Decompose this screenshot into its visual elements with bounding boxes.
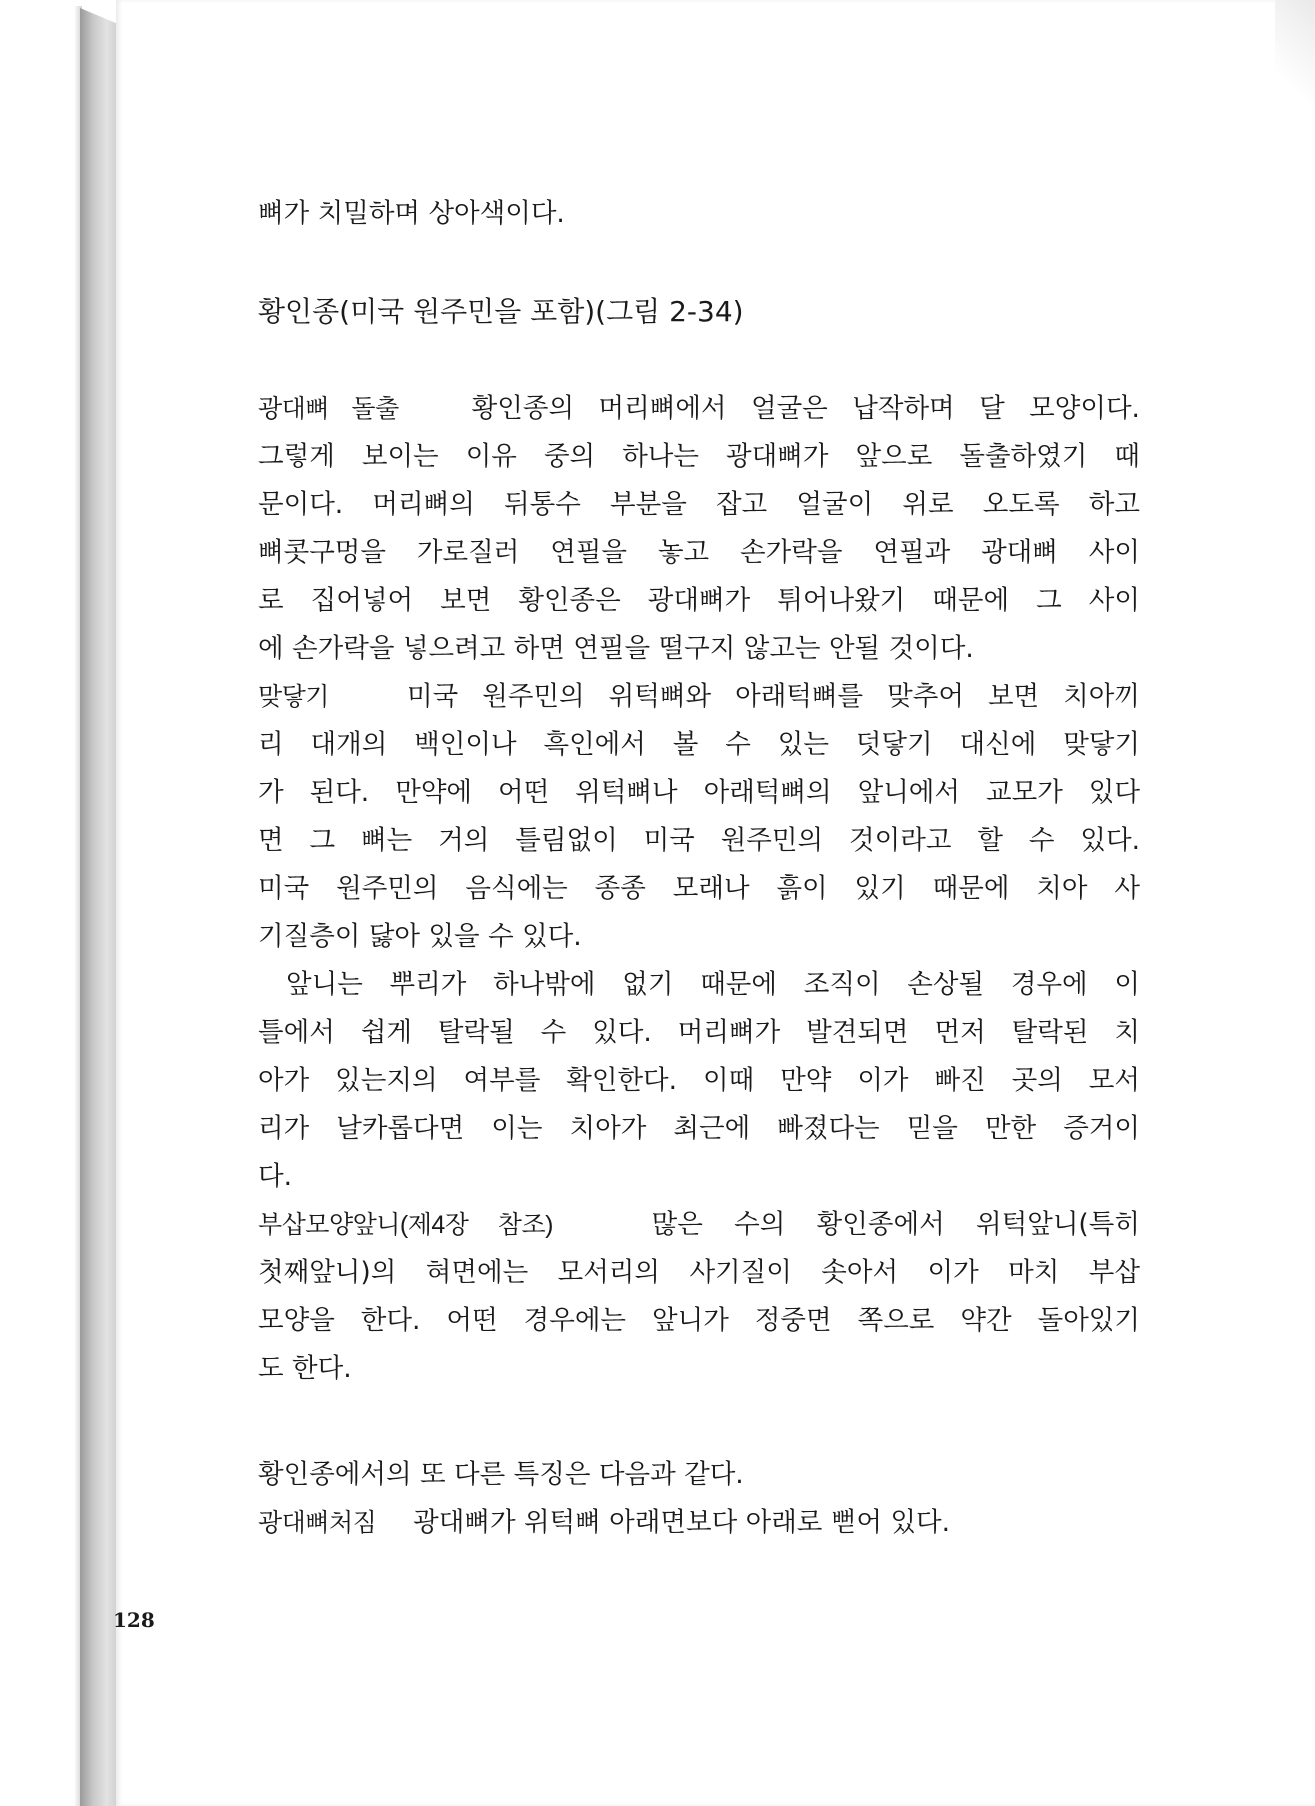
text-line xyxy=(258,385,1140,433)
text-line: 로 집어넣어 보면 황인종은 광대뼈가 튀어나왔기 때문에 그 사이 xyxy=(258,585,1140,616)
text-line: 그렇게 보이는 이유 중의 하나는 광대뼈가 앞으로 돌출하였기 때 xyxy=(258,441,1140,472)
text-line: 뼈콧구멍을 가로질러 연필을 놓고 손가락을 연필과 광대뼈 사이 xyxy=(258,537,1140,568)
page-corner xyxy=(1275,0,1315,120)
text-line: 리가 날카롭다면 이는 치아가 최근에 빠졌다는 믿을 만한 증거이 xyxy=(258,1113,1140,1144)
text-line-content: 많은 수의 황인종에서 위턱앞니(특히 xyxy=(651,1209,1140,1240)
text-line xyxy=(258,673,1140,721)
text-line: 아가 있는지의 여부를 확인한다. 이때 만약 이가 빠진 곳의 모서 xyxy=(258,1065,1140,1096)
text-line-content: 황인종의 머리뼈에서 얼굴은 납작하며 달 모양이다. xyxy=(471,393,1140,424)
text-line: 가 된다. 만약에 어떤 위턱뼈나 아래턱뼈의 앞니에서 교모가 있다 xyxy=(258,777,1140,808)
section-heading-block xyxy=(258,288,1158,336)
page-number: 128 xyxy=(113,1608,155,1632)
term-label: 부삽모양앞니(제4장 참조) xyxy=(258,1211,553,1239)
closing-block xyxy=(258,1451,1140,1547)
text-line: 리 대개의 백인이나 흑인에서 볼 수 있는 덧닿기 대신에 맞닿기 xyxy=(258,729,1140,760)
paragraph-shovel-incisors xyxy=(258,1201,1140,1393)
intro-text xyxy=(258,190,1158,238)
term-label: 맞닿기 xyxy=(258,683,329,711)
paragraph-cheekbone xyxy=(258,385,1140,673)
section-heading: 황인종(미국 원주민을 포함)(그림 2-34) xyxy=(258,295,744,328)
text-line: 앞니는 뿌리가 하나밖에 없기 때문에 조직이 손상될 경우에 이 xyxy=(286,969,1140,1000)
intro-line: 뼈가 치밀하며 상아색이다. xyxy=(258,198,565,229)
text-line: 에 손가락을 넣으려고 하면 연필을 떨구지 않고는 안될 것이다. xyxy=(258,633,974,664)
term-label: 광대뼈처짐 xyxy=(258,1509,377,1537)
paragraph-incisor-loss xyxy=(258,961,1140,1201)
text-line xyxy=(258,1499,1140,1547)
text-line-content: 광대뼈가 위턱뼈 아래면보다 아래로 뻗어 있다. xyxy=(413,1507,951,1538)
text-line: 문이다. 머리뼈의 뒤통수 부분을 잡고 얼굴이 위로 오도록 하고 xyxy=(258,489,1140,520)
closing-intro: 황인종에서의 또 다른 특징은 다음과 같다. xyxy=(258,1459,744,1490)
text-line: 도 한다. xyxy=(258,1353,352,1384)
book-edge xyxy=(80,8,118,1806)
text-line: 기질층이 닳아 있을 수 있다. xyxy=(258,921,582,952)
term-label: 광대뼈 돌출 xyxy=(258,395,399,423)
text-line: 틀에서 쉽게 탈락될 수 있다. 머리뼈가 발견되면 먼저 탈락된 치 xyxy=(258,1017,1140,1048)
text-line: 모양을 한다. 어떤 경우에는 앞니가 정중면 쪽으로 약간 돌아있기 xyxy=(258,1305,1140,1336)
paragraph-occlusion xyxy=(258,673,1140,961)
text-line xyxy=(258,1201,1140,1249)
text-line: 미국 원주민의 음식에는 종종 모래나 흙이 있기 때문에 치아 사 xyxy=(258,873,1140,904)
text-line: 다. xyxy=(258,1161,293,1192)
text-line: 면 그 뼈는 거의 틀림없이 미국 원주민의 것이라고 할 수 있다. xyxy=(258,825,1140,856)
text-line: 첫째앞니)의 혀면에는 모서리의 사기질이 솟아서 이가 마치 부삽 xyxy=(258,1257,1140,1288)
text-line-content: 미국 원주민의 위턱뼈와 아래턱뼈를 맞추어 보면 치아끼 xyxy=(407,681,1140,712)
